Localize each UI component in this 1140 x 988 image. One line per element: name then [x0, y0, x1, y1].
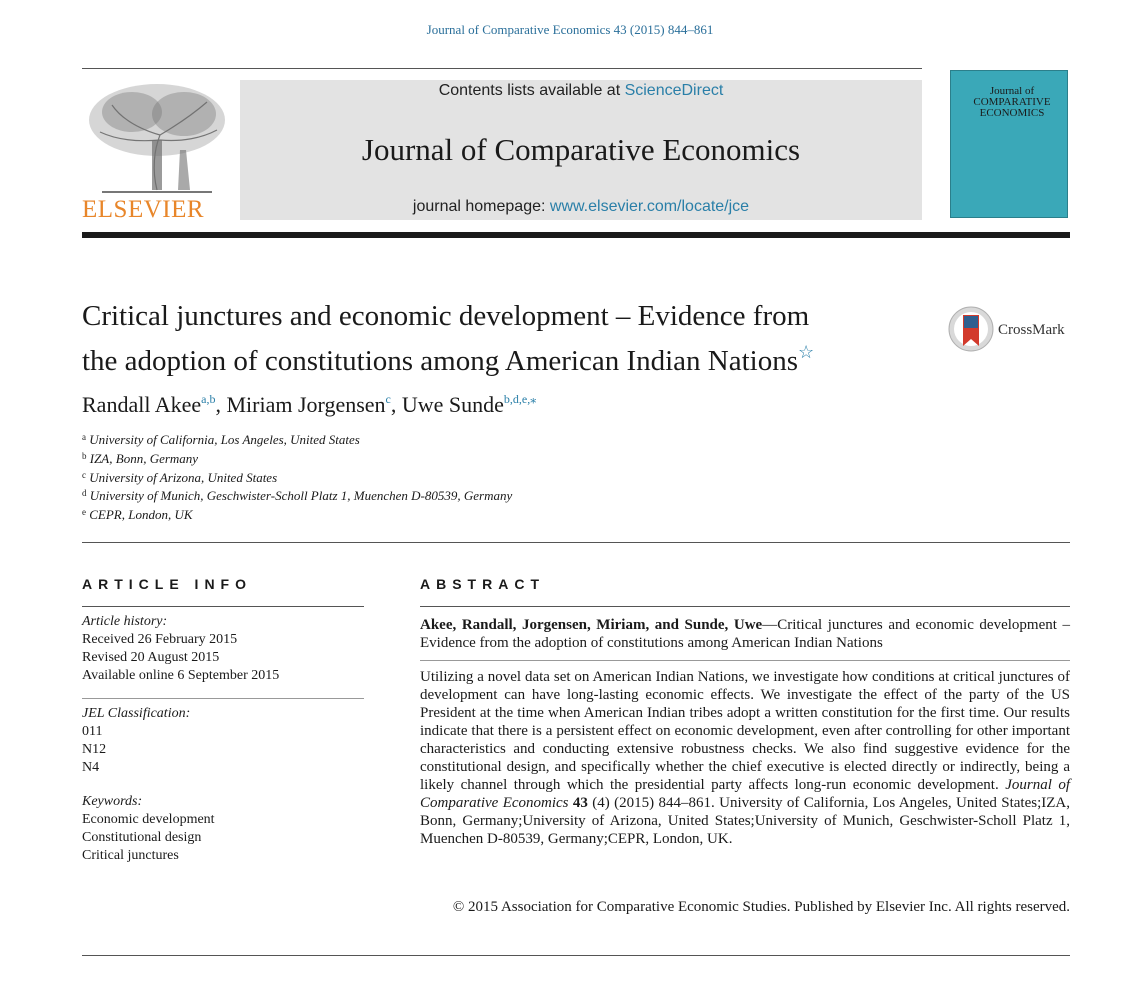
cover-title-line: ECONOMICS: [979, 107, 1045, 119]
author-separator: ,: [215, 392, 227, 417]
author-affiliation-marker[interactable]: b,d,e,⁎: [503, 392, 537, 406]
affiliation-item: $^b$ IZA, Bonn, Germany: [82, 451, 199, 466]
summary-title: —Critical junctures and economic development – Evidence from the adoption of constitutions among American Indian Nations: [420, 617, 1070, 651]
jel-code: N12: [82, 742, 107, 757]
author-list: [82, 392, 536, 418]
author-name[interactable]: Randall Akee: [82, 392, 202, 417]
author-affiliation-marker[interactable]: a,b: [201, 392, 216, 406]
section-divider: [82, 542, 1070, 543]
affiliation-item: $^a$ University of California, Los Angeles, United States: [82, 432, 360, 447]
affiliation-item: $^d$ University of Munich, Geschwister-Scholl Platz 1, Muenchen D-80539, Germany: [82, 488, 513, 503]
article-info-rule: [82, 606, 364, 607]
author-name[interactable]: Uwe Sunde: [401, 392, 504, 417]
cover-title-line: Journal of: [989, 85, 1035, 97]
cover-title-line: COMPARATIVE: [973, 96, 1051, 108]
journal-title: Journal of Comparative Economics: [361, 132, 801, 167]
abstract-summary: [420, 616, 1070, 652]
homepage-line: [240, 198, 922, 216]
abstract-body: [420, 668, 1070, 848]
bottom-rule: [82, 955, 1070, 956]
journal-homepage-link[interactable]: www.elsevier.com/locate/jce: [549, 198, 750, 215]
header-thick-rule: [82, 232, 1070, 238]
crossmark-icon[interactable]: [948, 306, 994, 352]
article-history-label: Article history:: [82, 614, 168, 629]
keyword-item: Constitutional design: [82, 830, 202, 845]
author-name[interactable]: Miriam Jorgensen: [226, 392, 386, 417]
article-info-heading: ARTICLE INFO: [82, 576, 252, 592]
jel-label: JEL Classification:: [82, 706, 191, 721]
received-date: Received 26 February 2015: [82, 632, 238, 647]
elsevier-logo-text: ELSEVIER: [82, 196, 205, 223]
cover-title: [960, 86, 1064, 119]
keyword-item: Economic development: [82, 812, 215, 827]
article-title-line: the adoption of constitutions among American Indian Nations☆: [82, 342, 815, 377]
copyright-notice: © 2015 Association for Comparative Economic Studies. Published by Elsevier Inc. All rights reserved.: [452, 899, 1070, 915]
homepage-prefix: journal homepage:: [412, 198, 550, 215]
header-top-rule: [82, 68, 922, 69]
keywords-label: Keywords:: [82, 794, 143, 809]
article-title-line: Critical junctures and economic development – Evidence from: [82, 300, 810, 332]
abstract-rule: [420, 606, 1070, 607]
jel-code: 011: [82, 724, 103, 739]
jel-code: N4: [82, 760, 100, 775]
article-title: [82, 298, 942, 379]
contents-line: [240, 82, 922, 100]
sciencedirect-link[interactable]: ScienceDirect: [624, 82, 724, 99]
available-date: Available online 6 September 2015: [82, 668, 280, 683]
affiliation-item: $^c$ University of Arizona, United States: [82, 470, 278, 485]
affiliation-item: $^e$ CEPR, London, UK: [82, 507, 193, 522]
summary-authors: Akee, Randall, Jorgensen, Miriam, and Sunde, Uwe: [420, 617, 763, 633]
citation-journal: Journal of Comparative Economics: [420, 777, 1070, 811]
journal-citation[interactable]: Journal of Comparative Economics 43 (2015) 844–861: [426, 22, 714, 37]
author-affiliation-marker[interactable]: c: [385, 392, 391, 406]
keyword-item: Critical junctures: [82, 848, 179, 863]
revised-date: Revised 20 August 2015: [82, 650, 220, 665]
info-separator: [82, 698, 364, 699]
abstract-heading: ABSTRACT: [420, 576, 545, 592]
citation-volume: 43: [572, 795, 588, 811]
abstract-text: Utilizing a novel data set on American Indian Nations, we investigate how conditions at critical junctures of development can have long-lasting economic effects. We investigate the effect of the party of the US President at the time when American Indian tribes adopt a written constitution for the first time. Our results indicate that there is a persistent effect on economic development, even after controlling for other important characteristics and conducting extensive robustness checks. We also find suggestive evidence for the constitutional design, and specifically whether the chief executive is elected directly or indirectly, being a likely channel through which the presidential party affects long-run economic development.: [420, 669, 1070, 793]
author-separator: ,: [390, 392, 402, 417]
contents-prefix: Contents lists available at: [438, 82, 625, 99]
title-footnote-star-icon[interactable]: ☆: [798, 342, 815, 362]
crossmark-label[interactable]: CrossMark: [998, 322, 1065, 338]
abstract-separator: [420, 660, 1070, 661]
citation-details: (4) (2015) 844–861. University of California, Los Angeles, United States;IZA, Bonn, Germany;University of Arizona, United States;University of Munich, Geschwister-Scholl Platz 1, Muenchen D-80539, Germany;CEPR, London, UK.: [420, 795, 1071, 847]
